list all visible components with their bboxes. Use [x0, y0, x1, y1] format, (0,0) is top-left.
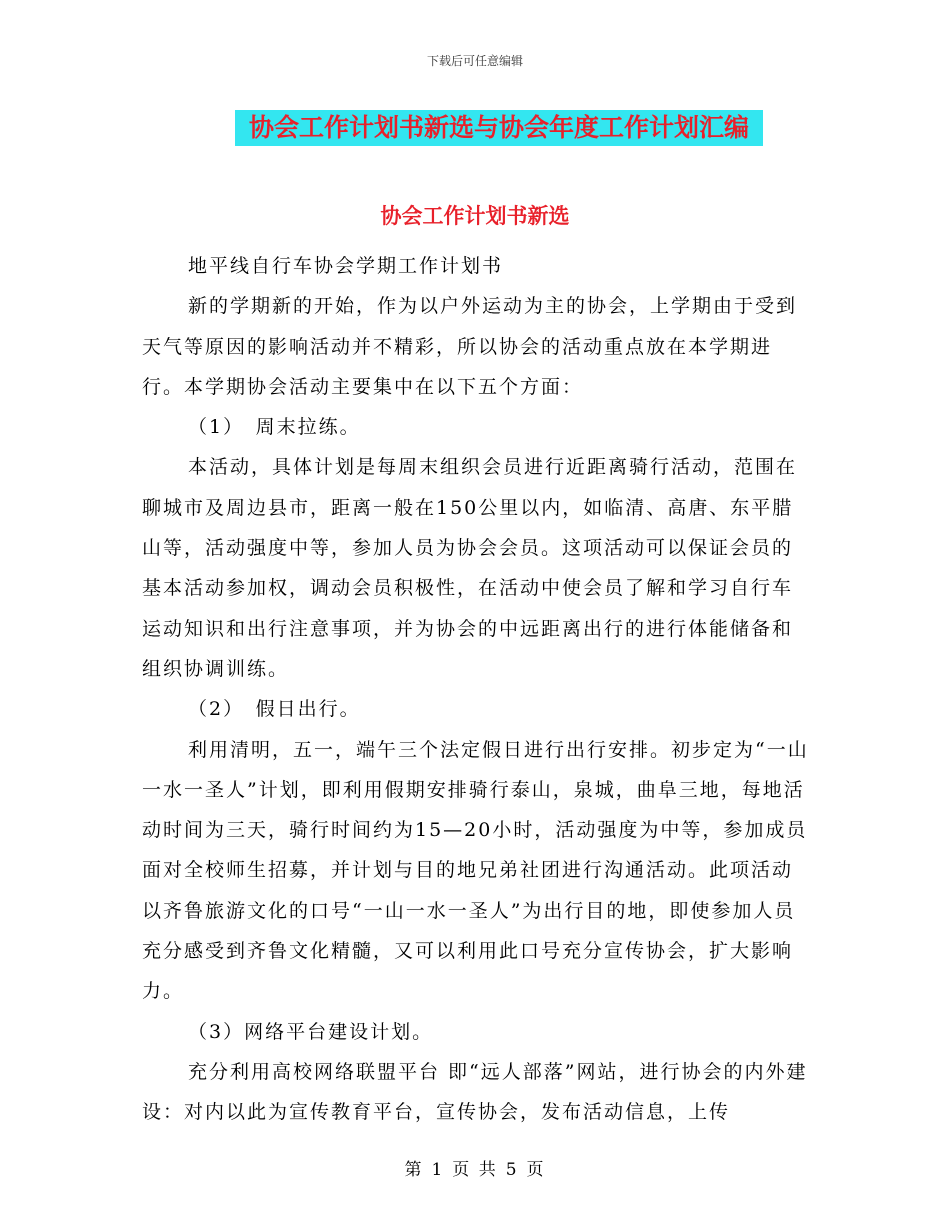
- paragraph-plan-name: 地平线自行车协会学期工作计划书: [188, 255, 504, 277]
- page-footer: [0, 1155, 950, 1180]
- subhead-holiday-trips: （2） 假日出行。: [188, 698, 361, 721]
- footer-prefix: 第: [404, 1160, 424, 1180]
- header-note: 下载后可任意编辑: [426, 54, 523, 68]
- section-title: 协会工作计划书新选: [380, 203, 570, 228]
- document-title: 协会工作计划书新选与协会年度工作计划汇编: [235, 110, 763, 146]
- paragraph-weekend-training: 本活动，具体计划是每周末组织会员进行近距离骑行活动，范围在聊城市及周边县市，距离一般在150公里以内，如临清、高唐、东平腊山等，活动强度中等，参加人员为协会会员。这项活动可以保证会员的基本活动参加权，调动会员积极性，在活动中使会员了解和学习自行车运动知识和出行注意事项，并为协会的中远距离出行的进行体能储备和组织协调训练。: [142, 456, 798, 680]
- subhead-online-platform: （3）网络平台建设计划。: [188, 1020, 434, 1043]
- page-total: 5: [505, 1160, 519, 1180]
- footer-suffix: 页: [526, 1160, 546, 1180]
- document-body: [142, 246, 810, 1133]
- subhead-weekend-training: （1） 周末拉练。: [188, 416, 361, 439]
- paragraph-online-platform: 充分利用高校网络联盟平台 即“远人部落”网站，进行协会的内外建设：对内以此为宣传教育平台，宣传协会，发布活动信息，上传: [142, 1060, 808, 1124]
- footer-mid: 页 共: [452, 1160, 498, 1180]
- paragraph-holiday-trips: 利用清明，五一，端午三个法定假日进行出行安排。初步定为“一山一水一圣人”计划，即利用假期安排骑行泰山，泉城，曲阜三地，每地活动时间为三天，骑行时间约为15—20小时，活动强度为中等，参加成员面对全校师生招募，并计划与目的地兄弟社团进行沟通活动。此项活动以齐鲁旅游文化的口号“一山一水一圣人”为出行目的地，即使参加人员充分感受到齐鲁文化精髓，又可以利用此口号充分宣传协会，扩大影响力。: [142, 738, 809, 1003]
- paragraph-intro: 新的学期新的开始，作为以户外运动为主的协会，上学期由于受到天气等原因的影响活动并不精彩，所以协会的活动重点放在本学期进行。本学期协会活动主要集中在以下五个方面：: [142, 295, 798, 398]
- page-number: 1: [431, 1160, 445, 1180]
